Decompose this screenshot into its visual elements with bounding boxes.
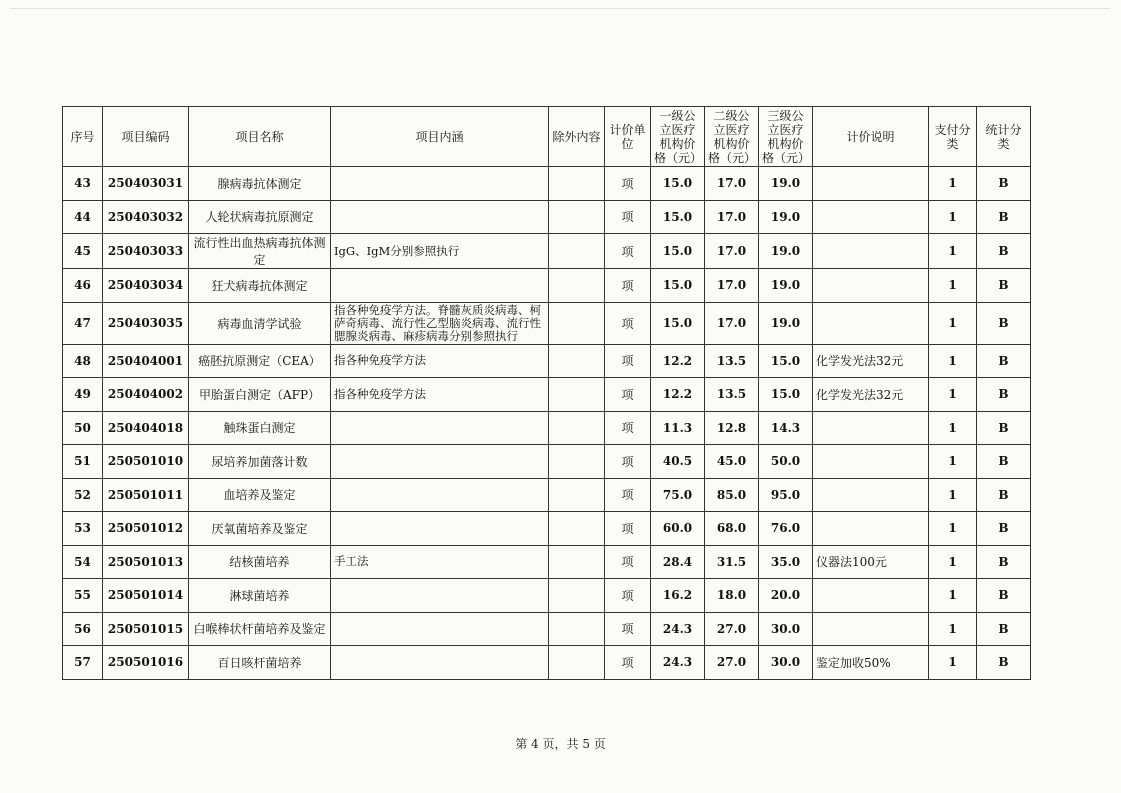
row-index: 47: [63, 302, 103, 344]
table-row: [63, 344, 1031, 378]
row-stat-class: B: [977, 545, 1031, 579]
row-code: 250501016: [103, 646, 189, 680]
header-content: 项目内涵: [331, 107, 549, 167]
table-row: [63, 234, 1031, 269]
row-content: [331, 512, 549, 546]
row-note: 化学发光法32元: [813, 378, 929, 412]
row-price-level2: 17.0: [705, 167, 759, 201]
row-excluded: [549, 302, 605, 344]
row-excluded: [549, 445, 605, 479]
row-note: [813, 512, 929, 546]
row-index: 46: [63, 269, 103, 303]
table-row: [63, 411, 1031, 445]
row-stat-class: B: [977, 612, 1031, 646]
row-index: 55: [63, 579, 103, 613]
row-note: 仪器法100元: [813, 545, 929, 579]
table-row: [63, 579, 1031, 613]
row-price-level3: 19.0: [759, 200, 813, 234]
row-stat-class: B: [977, 378, 1031, 412]
row-excluded: [549, 269, 605, 303]
row-stat-class: B: [977, 579, 1031, 613]
row-note: 化学发光法32元: [813, 344, 929, 378]
row-code: 250403035: [103, 302, 189, 344]
row-content: [331, 579, 549, 613]
row-excluded: [549, 378, 605, 412]
row-index: 48: [63, 344, 103, 378]
row-unit: 项: [605, 344, 651, 378]
row-price-level3: 14.3: [759, 411, 813, 445]
header-price-level3: 三级公立医疗机构价格（元）: [759, 107, 813, 167]
row-unit: 项: [605, 612, 651, 646]
row-price-level2: 18.0: [705, 579, 759, 613]
row-price-level1: 28.4: [651, 545, 705, 579]
row-stat-class: B: [977, 269, 1031, 303]
row-excluded: [549, 579, 605, 613]
row-note: [813, 200, 929, 234]
row-index: 57: [63, 646, 103, 680]
page-number: 第 4 页，共 5 页: [515, 737, 606, 751]
row-pay-class: 1: [929, 512, 977, 546]
row-name: 淋球菌培养: [189, 579, 331, 613]
header-index: 序号: [63, 107, 103, 167]
row-price-level1: 15.0: [651, 269, 705, 303]
row-price-level1: 15.0: [651, 200, 705, 234]
row-pay-class: 1: [929, 344, 977, 378]
row-name: 人轮状病毒抗原测定: [189, 200, 331, 234]
row-unit: 项: [605, 445, 651, 479]
row-price-level3: 20.0: [759, 579, 813, 613]
row-price-level1: 24.3: [651, 612, 705, 646]
row-excluded: [549, 646, 605, 680]
row-price-level3: 19.0: [759, 167, 813, 201]
row-pay-class: 1: [929, 411, 977, 445]
row-excluded: [549, 612, 605, 646]
row-content: [331, 612, 549, 646]
row-unit: 项: [605, 545, 651, 579]
table-row: [63, 612, 1031, 646]
row-name: 触珠蛋白测定: [189, 411, 331, 445]
row-price-level3: 95.0: [759, 478, 813, 512]
row-price-level3: 76.0: [759, 512, 813, 546]
row-note: [813, 234, 929, 269]
row-price-level2: 27.0: [705, 612, 759, 646]
row-name: 腺病毒抗体测定: [189, 167, 331, 201]
row-code: 250501015: [103, 612, 189, 646]
row-note: [813, 269, 929, 303]
row-price-level3: 15.0: [759, 378, 813, 412]
row-unit: 项: [605, 302, 651, 344]
row-pay-class: 1: [929, 478, 977, 512]
table-row: [63, 646, 1031, 680]
row-price-level2: 68.0: [705, 512, 759, 546]
table-row: [63, 269, 1031, 303]
row-content: [331, 269, 549, 303]
row-code: 250403031: [103, 167, 189, 201]
row-price-level2: 27.0: [705, 646, 759, 680]
row-price-level1: 40.5: [651, 445, 705, 479]
row-code: 250501012: [103, 512, 189, 546]
row-name: 流行性出血热病毒抗体测定: [189, 234, 331, 269]
row-pay-class: 1: [929, 167, 977, 201]
row-price-level1: 75.0: [651, 478, 705, 512]
row-code: 250403034: [103, 269, 189, 303]
row-pay-class: 1: [929, 646, 977, 680]
row-note: [813, 411, 929, 445]
row-price-level2: 17.0: [705, 302, 759, 344]
row-price-level1: 24.3: [651, 646, 705, 680]
row-note: [813, 302, 929, 344]
row-unit: 项: [605, 269, 651, 303]
row-excluded: [549, 200, 605, 234]
row-name: 癌胚抗原测定（CEA）: [189, 344, 331, 378]
row-stat-class: B: [977, 478, 1031, 512]
row-price-level2: 13.5: [705, 344, 759, 378]
table-body: [63, 167, 1031, 680]
row-stat-class: B: [977, 344, 1031, 378]
header-code: 项目编码: [103, 107, 189, 167]
row-unit: 项: [605, 234, 651, 269]
row-price-level1: 12.2: [651, 378, 705, 412]
header-name: 项目名称: [189, 107, 331, 167]
row-price-level3: 19.0: [759, 302, 813, 344]
row-excluded: [549, 512, 605, 546]
row-price-level2: 85.0: [705, 478, 759, 512]
row-unit: 项: [605, 200, 651, 234]
row-name: 血培养及鉴定: [189, 478, 331, 512]
row-price-level3: 30.0: [759, 646, 813, 680]
row-stat-class: B: [977, 512, 1031, 546]
table-row: [63, 378, 1031, 412]
row-price-level2: 17.0: [705, 200, 759, 234]
row-excluded: [549, 234, 605, 269]
row-code: 250501010: [103, 445, 189, 479]
row-content: [331, 200, 549, 234]
row-price-level2: 12.8: [705, 411, 759, 445]
row-index: 50: [63, 411, 103, 445]
row-pay-class: 1: [929, 579, 977, 613]
row-code: 250501011: [103, 478, 189, 512]
row-index: 53: [63, 512, 103, 546]
row-price-level1: 16.2: [651, 579, 705, 613]
row-pay-class: 1: [929, 612, 977, 646]
row-code: 250501014: [103, 579, 189, 613]
row-price-level3: 15.0: [759, 344, 813, 378]
row-code: 250403032: [103, 200, 189, 234]
row-price-level1: 11.3: [651, 411, 705, 445]
row-content: [331, 167, 549, 201]
row-code: 250404018: [103, 411, 189, 445]
row-note: 鉴定加收50%: [813, 646, 929, 680]
row-content: IgG、IgM分别参照执行: [331, 234, 549, 269]
row-pay-class: 1: [929, 234, 977, 269]
row-price-level1: 15.0: [651, 167, 705, 201]
row-unit: 项: [605, 512, 651, 546]
row-content: 指各种免疫学方法。脊髓灰质炎病毒、柯萨奇病毒、流行性乙型脑炎病毒、流行性腮腺炎病毒、麻疹病毒分别参照执行: [331, 302, 549, 344]
header-price-level2: 二级公立医疗机构价格（元）: [705, 107, 759, 167]
row-price-level3: 30.0: [759, 612, 813, 646]
row-pay-class: 1: [929, 445, 977, 479]
row-content: [331, 445, 549, 479]
header-excluded: 除外内容: [549, 107, 605, 167]
row-stat-class: B: [977, 167, 1031, 201]
row-excluded: [549, 478, 605, 512]
table-row: [63, 545, 1031, 579]
row-excluded: [549, 167, 605, 201]
table-row: [63, 302, 1031, 344]
row-price-level3: 50.0: [759, 445, 813, 479]
table-row: [63, 445, 1031, 479]
page-edge-line: [10, 8, 1110, 9]
row-stat-class: B: [977, 200, 1031, 234]
row-note: [813, 478, 929, 512]
row-pay-class: 1: [929, 269, 977, 303]
row-index: 51: [63, 445, 103, 479]
row-price-level2: 31.5: [705, 545, 759, 579]
row-stat-class: B: [977, 234, 1031, 269]
row-price-level3: 19.0: [759, 234, 813, 269]
row-price-level2: 17.0: [705, 234, 759, 269]
row-price-level2: 17.0: [705, 269, 759, 303]
row-content: [331, 646, 549, 680]
row-unit: 项: [605, 646, 651, 680]
row-index: 54: [63, 545, 103, 579]
table-row: [63, 478, 1031, 512]
row-index: 43: [63, 167, 103, 201]
row-name: 狂犬病毒抗体测定: [189, 269, 331, 303]
row-note: [813, 167, 929, 201]
row-price-level3: 19.0: [759, 269, 813, 303]
row-name: 病毒血清学试验: [189, 302, 331, 344]
row-index: 49: [63, 378, 103, 412]
row-content: 指各种免疫学方法: [331, 378, 549, 412]
row-stat-class: B: [977, 646, 1031, 680]
row-stat-class: B: [977, 302, 1031, 344]
row-index: 45: [63, 234, 103, 269]
row-excluded: [549, 411, 605, 445]
row-pay-class: 1: [929, 302, 977, 344]
header-unit: 计价单位: [605, 107, 651, 167]
row-code: 250403033: [103, 234, 189, 269]
row-price-level1: 15.0: [651, 302, 705, 344]
table-row: [63, 512, 1031, 546]
row-unit: 项: [605, 478, 651, 512]
row-index: 44: [63, 200, 103, 234]
row-unit: 项: [605, 167, 651, 201]
row-name: 甲胎蛋白测定（AFP）: [189, 378, 331, 412]
row-excluded: [549, 344, 605, 378]
fee-table: [62, 106, 1031, 680]
row-name: 白喉棒状杆菌培养及鉴定: [189, 612, 331, 646]
row-pay-class: 1: [929, 200, 977, 234]
row-content: 指各种免疫学方法: [331, 344, 549, 378]
row-content: [331, 411, 549, 445]
row-price-level2: 13.5: [705, 378, 759, 412]
row-pay-class: 1: [929, 378, 977, 412]
row-name: 厌氧菌培养及鉴定: [189, 512, 331, 546]
row-excluded: [549, 545, 605, 579]
row-note: [813, 579, 929, 613]
table-header-row: [63, 107, 1031, 167]
table-row: [63, 167, 1031, 201]
row-name: 百日咳杆菌培养: [189, 646, 331, 680]
header-note: 计价说明: [813, 107, 929, 167]
row-price-level2: 45.0: [705, 445, 759, 479]
row-index: 52: [63, 478, 103, 512]
row-note: [813, 612, 929, 646]
row-price-level1: 15.0: [651, 234, 705, 269]
row-content: 手工法: [331, 545, 549, 579]
row-code: 250501013: [103, 545, 189, 579]
row-unit: 项: [605, 378, 651, 412]
row-name: 尿培养加菌落计数: [189, 445, 331, 479]
row-price-level3: 35.0: [759, 545, 813, 579]
row-price-level1: 12.2: [651, 344, 705, 378]
header-pay-class: 支付分类: [929, 107, 977, 167]
row-unit: 项: [605, 579, 651, 613]
row-name: 结核菌培养: [189, 545, 331, 579]
header-stat-class: 统计分类: [977, 107, 1031, 167]
row-stat-class: B: [977, 411, 1031, 445]
row-note: [813, 445, 929, 479]
row-unit: 项: [605, 411, 651, 445]
row-code: 250404002: [103, 378, 189, 412]
row-index: 56: [63, 612, 103, 646]
row-pay-class: 1: [929, 545, 977, 579]
row-content: [331, 478, 549, 512]
header-price-level1: 一级公立医疗机构价格（元）: [651, 107, 705, 167]
table-row: [63, 200, 1031, 234]
row-code: 250404001: [103, 344, 189, 378]
row-stat-class: B: [977, 445, 1031, 479]
row-price-level1: 60.0: [651, 512, 705, 546]
